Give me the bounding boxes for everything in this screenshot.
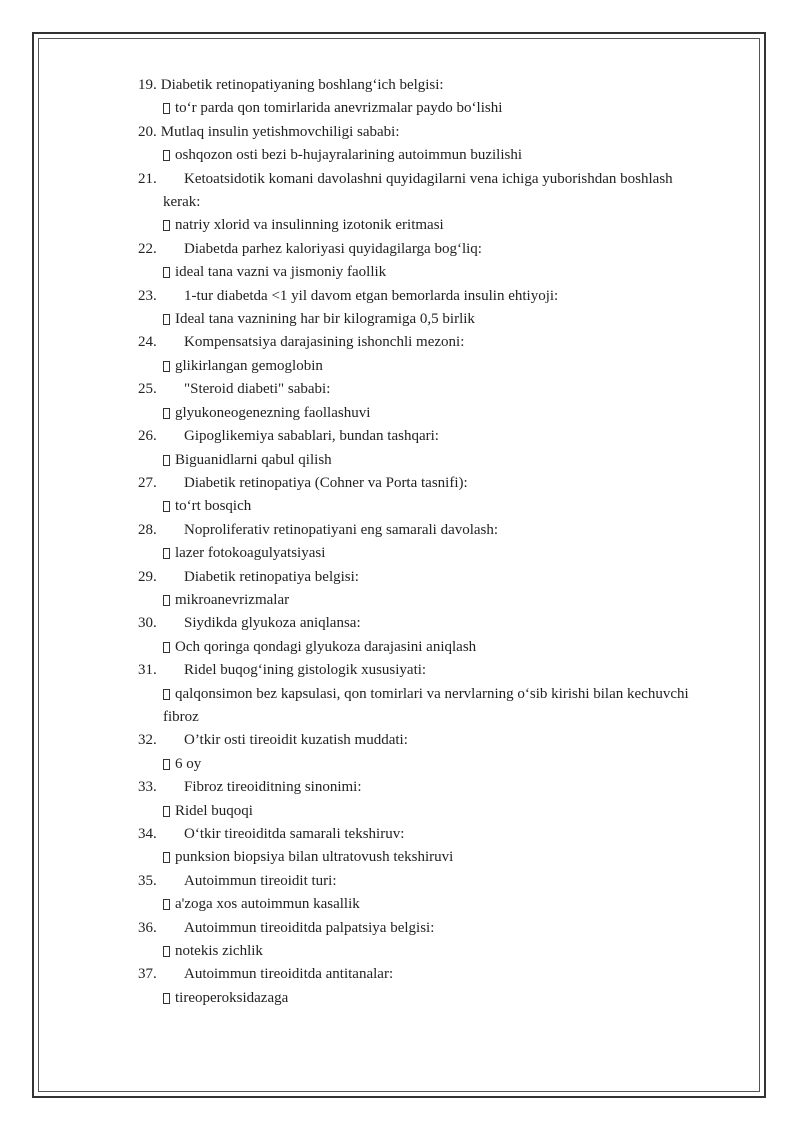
question-text: Noproliferativ retinopatiyani eng samarali davolash: — [184, 521, 499, 538]
question-text: 1-tur diabetda <1 yil davom etgan bemorlarda insulin ehtiyoji: — [184, 287, 559, 304]
question-list — [0, 74, 800, 1010]
checkbox-icon — [163, 548, 170, 559]
question-item — [0, 917, 800, 964]
checkbox-icon — [163, 689, 170, 700]
answer-text: natriy xlorid va insulinning izotonik eritmasi — [175, 217, 444, 234]
question-number: 32. — [138, 732, 157, 749]
checkbox-icon — [163, 314, 170, 325]
answer-text: glikirlangan gemoglobin — [175, 357, 323, 374]
question-number: 27. — [138, 474, 157, 491]
question-number: 21. — [138, 170, 157, 187]
checkbox-icon — [163, 220, 170, 231]
answer-line — [0, 589, 800, 612]
checkbox-icon — [163, 595, 170, 606]
question-item — [0, 823, 800, 870]
question-item — [0, 74, 800, 121]
question-number: 23. — [138, 287, 157, 304]
question-line — [0, 285, 800, 308]
question-text: Autoimmun tireoiditda antitanalar: — [184, 966, 394, 983]
answer-text: glyukoneogenezning faollashuvi — [175, 404, 371, 421]
question-text: O’tkir osti tireoidit kuzatish muddati: — [184, 732, 408, 749]
question-text-continued: kerak: — [163, 194, 201, 211]
answer-text: Och qoringa qondagi glyukoza darajasini aniqlash — [175, 638, 477, 655]
checkbox-icon — [163, 852, 170, 863]
answer-line — [0, 144, 800, 167]
question-text: Autoimmun tireoiditda palpatsiya belgisi: — [184, 919, 435, 936]
answer-line — [0, 940, 800, 963]
answer-line — [0, 261, 800, 284]
checkbox-icon — [163, 408, 170, 419]
question-item — [0, 566, 800, 613]
answer-text: Ideal tana vaznining har bir kilogramiga 0,5 birlik — [175, 311, 475, 328]
checkbox-icon — [163, 103, 170, 114]
question-text: Diabetik retinopatiyaning boshlang‘ich belgisi: — [160, 77, 444, 93]
checkbox-icon — [163, 361, 170, 372]
checkbox-icon — [163, 501, 170, 512]
answer-line — [0, 636, 800, 659]
answer-line — [0, 97, 800, 120]
question-item — [0, 519, 800, 566]
question-item — [0, 168, 800, 238]
question-line — [0, 121, 800, 144]
question-line — [0, 917, 800, 940]
checkbox-icon — [163, 642, 170, 653]
answer-text: punksion biopsiya bilan ultratovush tekshiruvi — [175, 849, 454, 866]
answer-line — [0, 846, 800, 869]
question-number: 30. — [138, 615, 157, 632]
question-line — [0, 729, 800, 752]
question-text: Autoimmun tireoidit turi: — [184, 872, 337, 889]
answer-text: notekis zichlik — [175, 943, 263, 960]
checkbox-icon — [163, 806, 170, 817]
question-item — [0, 776, 800, 823]
answer-line — [0, 214, 800, 237]
answer-text: mikroanevrizmalar — [175, 591, 290, 608]
question-item — [0, 285, 800, 332]
question-number: 33. — [138, 779, 157, 796]
answer-line — [0, 308, 800, 331]
answer-text: qalqonsimon bez kapsulasi, qon tomirlari va nervlarning o‘sib kirishi bilan kechuvchi — [175, 685, 689, 702]
checkbox-icon — [163, 899, 170, 910]
question-text: Diabetik retinopatiya belgisi: — [184, 568, 359, 585]
question-number: 31. — [138, 662, 157, 679]
question-item — [0, 612, 800, 659]
question-number: 19. — [138, 77, 157, 93]
question-item — [0, 378, 800, 425]
answer-text: lazer fotokoagulyatsiyasi — [175, 545, 326, 562]
question-line — [0, 425, 800, 448]
question-item — [0, 659, 800, 729]
question-item — [0, 963, 800, 1010]
question-text: "Steroid diabeti" sababi: — [184, 381, 331, 398]
checkbox-icon — [163, 150, 170, 161]
question-line — [0, 74, 800, 97]
question-item — [0, 729, 800, 776]
question-line — [0, 612, 800, 635]
question-text: Gipoglikemiya sabablari, bundan tashqari: — [184, 428, 439, 445]
answer-text: to‘r parda qon tomirlarida anevrizmalar paydo bo‘lishi — [175, 100, 503, 117]
answer-line — [0, 402, 800, 425]
question-text: Ridel buqog‘ining gistologik xususiyati: — [184, 662, 427, 679]
checkbox-icon — [163, 946, 170, 957]
question-number: 25. — [138, 381, 157, 398]
answer-line — [0, 449, 800, 472]
answer-text-continued: fibroz — [163, 708, 199, 725]
answer-text: 6 oy — [175, 755, 202, 772]
answer-text: Ridel buqoqi — [175, 802, 253, 819]
answer-line — [0, 800, 800, 823]
checkbox-icon — [163, 759, 170, 770]
question-text: O‘tkir tireoiditda samarali tekshiruv: — [184, 826, 405, 842]
question-number: 28. — [138, 521, 157, 538]
answer-line — [0, 495, 800, 518]
question-line — [0, 870, 800, 893]
question-item — [0, 238, 800, 285]
answer-line — [0, 355, 800, 378]
checkbox-icon — [163, 267, 170, 278]
question-text: Siydikda glyukoza aniqlansa: — [184, 615, 361, 632]
checkbox-icon — [163, 455, 170, 466]
answer-line — [0, 987, 800, 1010]
question-number: 36. — [138, 919, 157, 936]
question-item — [0, 121, 800, 168]
checkbox-icon — [163, 993, 170, 1004]
question-line — [0, 566, 800, 589]
question-text: Ketoatsidotik komani davolashni quyidagilarni vena ichiga yuborishdan boshlash — [184, 170, 673, 187]
question-number: 20. — [138, 123, 157, 140]
answer-text: a'zoga xos autoimmun kasallik — [175, 896, 360, 913]
question-number: 34. — [138, 826, 157, 842]
question-line — [0, 472, 800, 495]
question-number: 26. — [138, 428, 157, 445]
answer-line — [0, 893, 800, 916]
question-line — [0, 823, 800, 846]
question-text: Fibroz tireoiditning sinonimi: — [184, 779, 362, 796]
answer-text: tireoperoksidazaga — [175, 989, 289, 1006]
question-line — [0, 776, 800, 799]
answer-text: Biguanidlarni qabul qilish — [175, 451, 332, 468]
question-line — [0, 331, 800, 354]
question-text: Mutlaq insulin yetishmovchiligi sababi: — [160, 123, 400, 140]
question-number: 29. — [138, 568, 157, 585]
question-text: Kompensatsiya darajasining ishonchli mezoni: — [184, 334, 465, 351]
question-line — [0, 378, 800, 401]
question-number: 35. — [138, 872, 157, 889]
question-item — [0, 870, 800, 917]
question-text: Diabetik retinopatiya (Cohner va Porta tasnifi): — [184, 474, 468, 491]
question-number: 24. — [138, 334, 157, 351]
answer-line — [0, 683, 800, 706]
question-item — [0, 331, 800, 378]
question-line — [0, 238, 800, 261]
question-item — [0, 472, 800, 519]
answer-text: oshqozon osti bezi b-hujayralarining autoimmun buzilishi — [175, 147, 523, 164]
answer-line — [0, 542, 800, 565]
question-item — [0, 425, 800, 472]
answer-text: ideal tana vazni va jismoniy faollik — [175, 264, 387, 281]
question-line — [0, 519, 800, 542]
question-line — [0, 659, 800, 682]
question-line — [0, 963, 800, 986]
question-number: 37. — [138, 966, 157, 983]
answer-line — [0, 753, 800, 776]
question-text: Diabetda parhez kaloriyasi quyidagilarga bog‘liq: — [184, 240, 482, 257]
answer-text: to‘rt bosqich — [175, 498, 252, 515]
question-number: 22. — [138, 240, 157, 257]
question-line — [0, 168, 800, 191]
